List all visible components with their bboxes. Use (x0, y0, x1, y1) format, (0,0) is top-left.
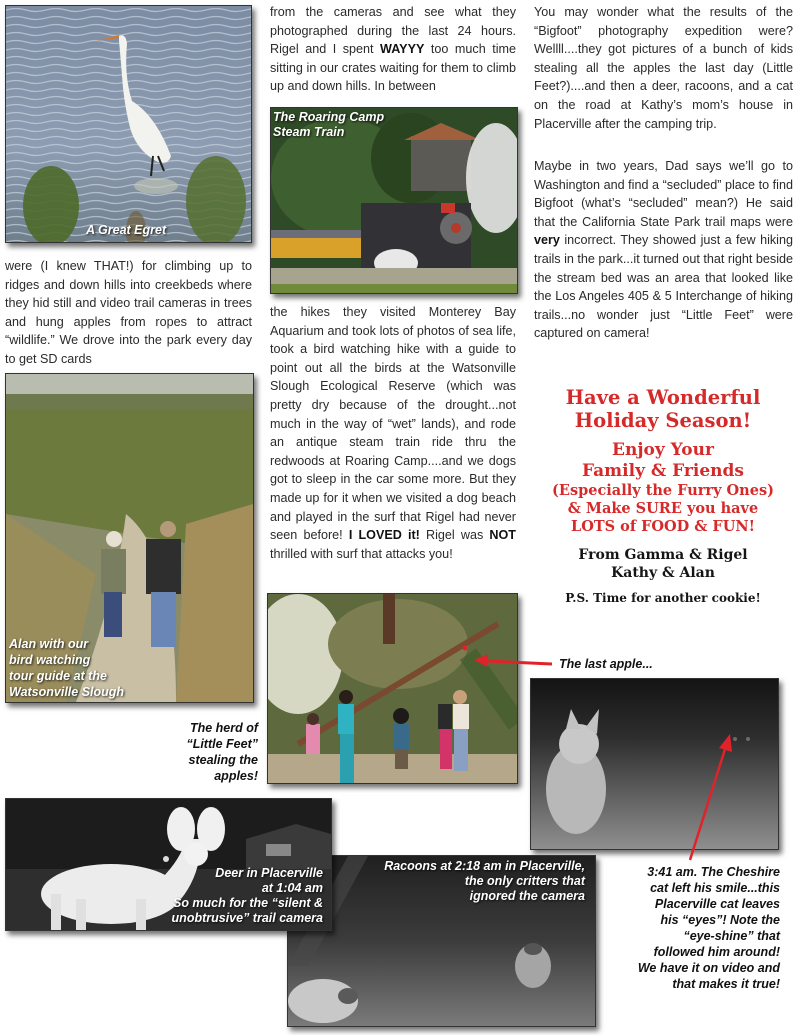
holiday-line6: & Make SURE you have (567, 500, 759, 517)
from-line2: Kathy & Alan (611, 565, 715, 581)
trail-caption-line4: Watsonville Slough (9, 685, 125, 699)
kids-caption-line4: apples! (214, 769, 258, 783)
cat-caption-line7: We have it on video and (637, 961, 780, 975)
trail-caption-line2: bird watching (9, 653, 91, 667)
col2-top-part2: too much time sitting in our crates waiting for them to climb up and down hills. In between (270, 42, 517, 94)
postscript: P.S. Time for another cookie! (565, 591, 761, 605)
deer-caption-line3: So much for the “silent & (172, 896, 323, 910)
deer-caption-line1: Deer in Placerville (215, 866, 323, 880)
holiday-line3: Enjoy Your (612, 440, 714, 460)
cat-caption-line6: followed him around! (653, 945, 780, 959)
racoons-caption-line3: ignored the camera (469, 889, 585, 903)
cat-caption-line4: his “eyes”! Note the (660, 913, 780, 927)
train-caption-line1: The Roaring Camp (273, 110, 385, 124)
holiday-line4: Family & Friends (582, 461, 744, 481)
last-apple-label: The last apple... (559, 657, 653, 671)
cat-caption-line5: “eye-shine” that (683, 929, 780, 943)
col3-para2-part1: Maybe in two years, Dad says we’ll go to Washington and find a “secluded” place to find Bigfoot (what’s “secluded” mean?) He said that the California State Park trail maps were (534, 159, 793, 229)
col2-mid-part1: the hikes they visited Monterey Bay Aquarium and took lots of photos of sea life, took a bird watching hike with a guide to point out all the birds at the Watsonville Slough Ecological Reserve (which was pretty dry because of the drought...not much in the way of “wet” lands), and rode an antique steam train ride thru the redwoods at Roaring Camp....and we dogs got to sleep in the car some more. But they made up for it when we visited a dog beach and played in the surf that Rigel had never seen before! (270, 305, 516, 543)
holiday-line2: Holiday Season! (574, 409, 752, 432)
kids-caption-line1: The herd of (189, 721, 258, 735)
train-caption-line2: Steam Train (273, 125, 345, 139)
col3-para2 (534, 157, 793, 343)
kids-caption-line3: stealing the (188, 753, 258, 767)
egret-photo (5, 5, 252, 243)
col2-top-bold-wayyy: WAYYY (380, 42, 425, 57)
cat-caption-line1: 3:41 am. The Cheshire (647, 865, 780, 879)
col2-mid-text (270, 303, 516, 563)
trail-caption-line3: tour guide at the (9, 669, 107, 683)
cat-photo (530, 678, 779, 850)
kids-photo (267, 593, 518, 784)
holiday-line1: Have a Wonderful (565, 386, 761, 409)
col2-mid-bold-not: NOT (489, 528, 516, 543)
col2-top-part1: from the cameras and see what they photographed during the last 24 hours. Rigel and I spent (270, 5, 516, 57)
col3-para1: You may wonder what the results of the “Bigfoot” photography expedition were? Wellll....they got pictures of a bunch of kids stealing all the apples the last day (Little Feet?)....and then a deer, racoons, and a cat on the road at Kathy’s mom’s house in Placerville after the camping trip. (534, 5, 793, 131)
col2-mid-part2: Rigel was (419, 528, 490, 543)
egret-caption: A Great Egret (86, 223, 167, 237)
deer-caption-line4: unobtrusive” trail camera (171, 911, 323, 925)
kids-caption-line2: “Little Feet” (186, 737, 258, 751)
cat-caption-line3: Placerville cat leaves (654, 897, 780, 911)
from-line1: From Gamma & Rigel (578, 547, 748, 563)
trail-caption-line1: Alan with our (9, 637, 89, 651)
cat-caption-line2: cat left his smile...this (650, 881, 780, 895)
col2-mid-part3: thrilled with surf that attacks you! (270, 546, 453, 561)
cat-caption-line8: that makes it true! (672, 977, 780, 991)
col3-para2-bold-very: very (534, 233, 560, 248)
racoons-caption-line2: the only critters that (464, 874, 585, 888)
col2-mid-bold-loved: I LOVED it! (348, 528, 420, 543)
racoons-caption-line1: Racoons at 2:18 am in Placerville, (384, 859, 585, 873)
col1-text: were (I knew THAT!) for climbing up to ridges and down hills into creekbeds where they hid still and video trail cameras in trees and hung apples from ropes to attract “wildlife.” We drove into the park every day to get SD cards (5, 259, 252, 366)
holiday-line5: (Especially the Furry Ones) (552, 482, 774, 499)
col2-top-text (270, 3, 516, 96)
deer-caption-line2: at 1:04 am (261, 881, 323, 895)
holiday-greeting (532, 386, 794, 606)
col3-para2-part2: incorrect. They showed just a few hiking trails in the park...it turned out that right beside the stream bed was an area that looked like the Los Angeles 405 & 5 Interchange of hiking trails...no wonder just “Little Feet” were captured on camera! (534, 233, 794, 341)
holiday-line7: LOTS of FOOD & FUN! (571, 518, 755, 535)
